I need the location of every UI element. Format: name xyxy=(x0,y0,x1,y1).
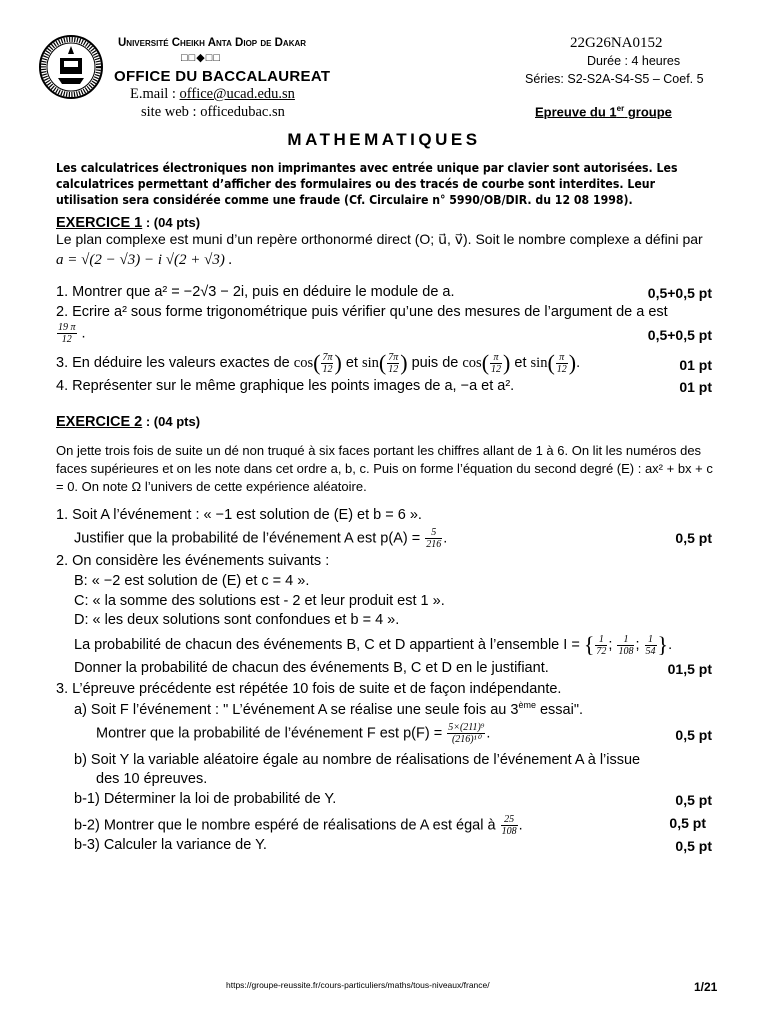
ex1-q1-points: 0,5+0,5 pt xyxy=(647,285,712,301)
ornament: □□◆□□ xyxy=(181,52,222,64)
ex2-q1: 1. Soit A l’événement : « −1 est solution de (E) et b = 6 ». xyxy=(56,507,422,523)
website-line: site web : officedubac.sn xyxy=(141,104,285,120)
ex2-b2: b-2) Montrer que le nombre espéré de réalisations de A est égal à $\frac{25}{108}$ . xyxy=(74,814,523,837)
ex1-q2: 2. Ecrire a² sous forme trigonométrique puis vérifier qu’une des mesures de l’argument de a est xyxy=(56,304,668,320)
ex1-q3-points: 01 pt xyxy=(679,357,712,373)
ex2-b3: b-3) Calculer la variance de Y. xyxy=(74,837,267,853)
exam-code: 22G26NA0152 xyxy=(570,35,663,51)
page-number: 1/21 xyxy=(694,980,718,994)
ex2-q3a-points: 0,5 pt xyxy=(675,727,712,743)
ex1-q3: 3. En déduire les valeurs exactes de cos( $\frac{7\pi}{12}$ ) et sin( $\frac{7\pi}{12}$ ) puis de cos( $\frac{\pi}{12}$ ) et sin( $\frac{\pi}{12}$ ). xyxy=(56,350,581,375)
email-link[interactable]: office@ucad.edu.sn xyxy=(179,86,295,102)
duration: Durée : 4 heures xyxy=(587,54,681,68)
ex1-definition: a = √(2 − √3) − i √(2 + √3) . xyxy=(56,252,233,268)
ex2-q2: 2. On considère les événements suivants : xyxy=(56,553,330,569)
ex1-q2-fraction: $\frac{19 \pi}{12}$ . xyxy=(58,322,86,345)
epreuve-group: Epreuve du 1er groupe xyxy=(535,104,672,120)
ex2-event-d: D: « les deux solutions sont confondues et b = 4 ». xyxy=(74,612,400,628)
ex2-q3a: a) Soit F l’événement : " L’événement A se réalise une seule fois au 3ème essai". xyxy=(74,700,584,718)
calculator-notice: Les calculatrices électroniques non imprimantes avec entrée unique par clavier sont autorisées. Les calculatrices permettant d’afficher des formulaires ou des tracés de courbe sont interdites. Leur utilisation sera considérée comme une fraude (Cf. Circulaire n° 5990/OB/DIR. du 12 08 1998). xyxy=(56,161,678,207)
ex2-q3: 3. L’épreuve précédente est répétée 10 fois de suite et de façon indépendante. xyxy=(56,681,562,697)
ex1-q4: 4. Représenter sur le même graphique les points images de a, −a et a². xyxy=(56,378,515,394)
university-name: Université Cheikh Anta Diop de Dakar xyxy=(118,37,307,49)
office-title: OFFICE DU BACCALAUREAT xyxy=(114,68,331,85)
ex2-q3a-prob: Montrer que la probabilité de l’événement F est p(F) = $\frac{\text{5×(211)⁹}}{\text{(216)¹⁰}}$ . xyxy=(96,722,491,745)
ex1-q1: 1. Montrer que a² = −2√3 − 2i, puis en déduire le module de a. xyxy=(56,284,455,300)
ex2-event-b: B: « −2 est solution de (E) et c = 4 ». xyxy=(74,573,310,589)
ex2-event-c: C: « la somme des solutions est - 2 et leur produit est 1 ». xyxy=(74,593,445,609)
ex2-b1-points: 0,5 pt xyxy=(675,792,712,808)
ex2-intro: On jette trois fois de suite un dé non truqué à six faces portant les chiffres allant de 1 à 6. On lit les numéros des faces supérieures et on les note dans cet ordre a, b, c. Puis on forme l’équation du second degré (E) : ax² + bx + c = 0. On note Ω l’univers de cette expérience aléatoire. xyxy=(56,443,713,494)
page-title: MATHEMATIQUES xyxy=(287,130,481,149)
ex2-b1: b-1) Déterminer la loi de probabilité de Y. xyxy=(74,791,337,807)
series: Séries: S2-S2A-S4-S5 – Coef. 5 xyxy=(525,72,704,86)
ex2-q2-question: Donner la probabilité de chacun des événements B, C et D en le justifiant. xyxy=(74,660,549,676)
ex2-q1-justify: Justifier que la probabilité de l’événement A est p(A) = $\frac{5}{216}$ . xyxy=(74,527,448,550)
ex2-set-line: La probabilité de chacun des événements B, C et D appartient à l’ensemble I = { $\frac{1}{72}$ ; $\frac{1}{108}$ ; $\frac{1}{54}$ }. xyxy=(74,632,673,657)
ex2-title: EXERCICE 2 : (04 pts) xyxy=(56,414,201,430)
ex2-b3-points: 0,5 pt xyxy=(675,838,712,854)
ex2-b2-points: 0,5 pt xyxy=(669,815,706,831)
ex2-q3b-cont: des 10 épreuves. xyxy=(96,771,208,787)
ex1-q4-points: 01 pt xyxy=(679,379,712,395)
ex1-title: EXERCICE 1 : (04 pts) xyxy=(56,215,201,231)
university-seal xyxy=(38,34,104,100)
email-line: E.mail : office@ucad.edu.sn xyxy=(130,86,295,102)
ex1-intro: Le plan complexe est muni d’un repère orthonormé direct (O; u⃗, v⃗). Soit le nombre complexe a défini par xyxy=(56,231,703,247)
ex2-q3b: b) Soit Y la variable aléatoire égale au nombre de réalisations de l’événement A à l’issue xyxy=(74,752,641,768)
ex2-q1-points: 0,5 pt xyxy=(675,530,712,546)
footer-url[interactable]: https://groupe-reussite.fr/cours-particuliers/maths/tous-niveaux/france/ xyxy=(226,980,490,990)
ex2-q2-points: 01,5 pt xyxy=(667,661,712,677)
ex1-q2-points: 0,5+0,5 pt xyxy=(647,327,712,343)
